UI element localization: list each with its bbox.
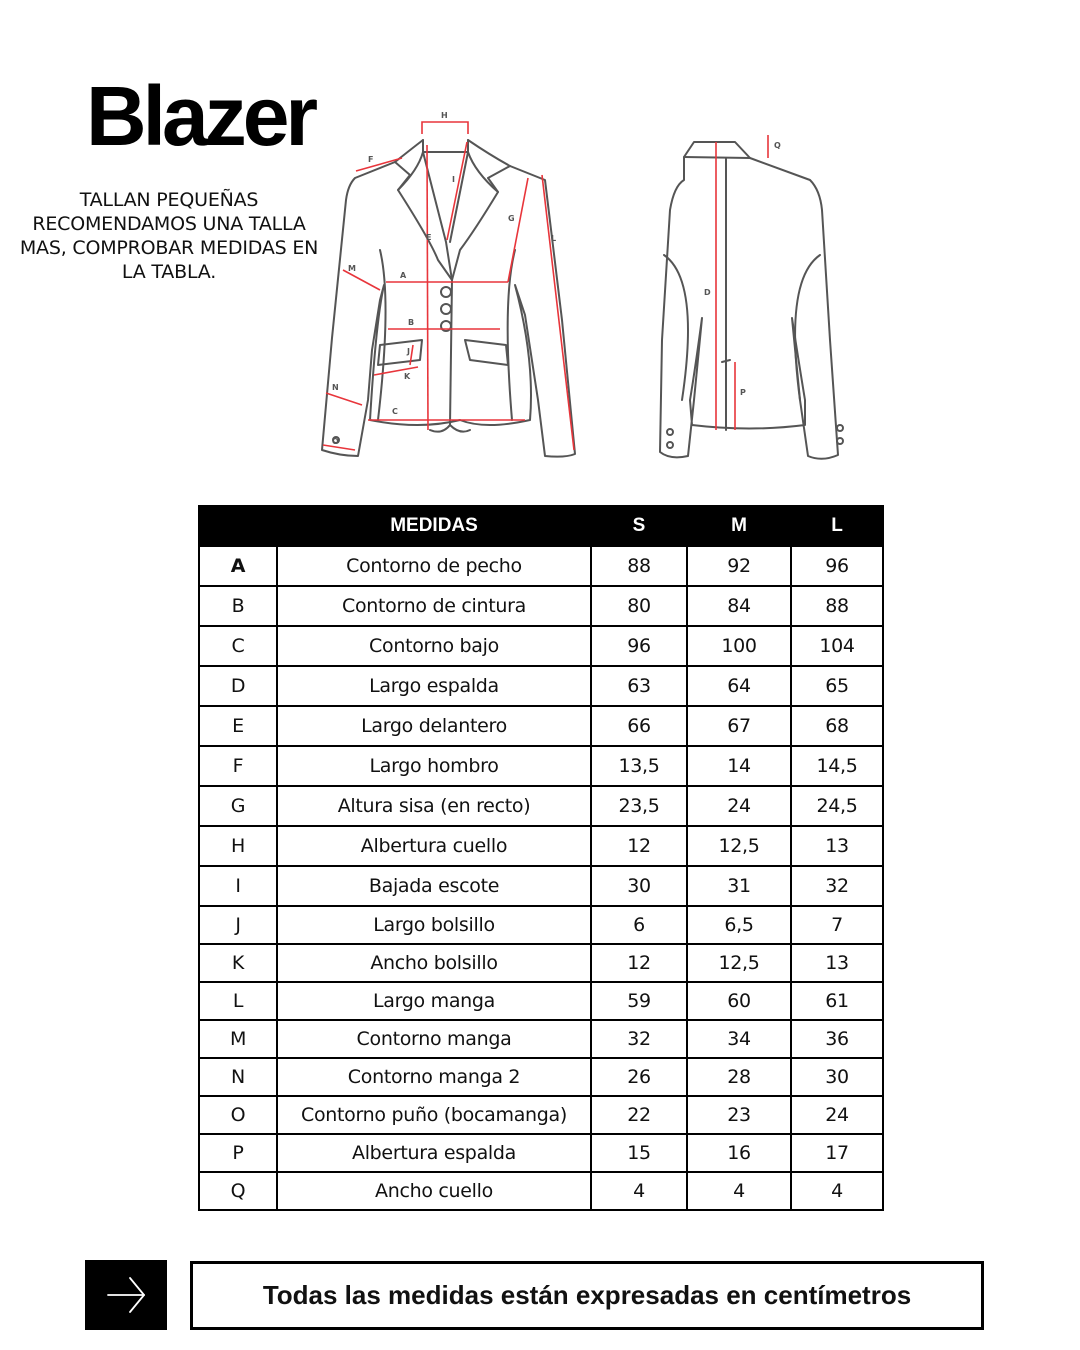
table-row [199, 546, 883, 586]
row-size-s: 80 [591, 586, 687, 626]
row-size-l: 24 [791, 1096, 883, 1134]
header-size-m: M [687, 506, 791, 546]
row-size-s: 4 [591, 1172, 687, 1210]
table-row [199, 1058, 883, 1096]
row-size-l: 68 [791, 706, 883, 746]
row-size-m: 67 [687, 706, 791, 746]
table-row [199, 906, 883, 944]
row-code: F [199, 746, 277, 786]
row-measure: Largo delantero [277, 706, 591, 746]
row-size-s: 30 [591, 866, 687, 906]
row-size-l: 88 [791, 586, 883, 626]
row-size-s: 6 [591, 906, 687, 944]
row-size-m: 100 [687, 626, 791, 666]
row-size-m: 84 [687, 586, 791, 626]
row-size-m: 6,5 [687, 906, 791, 944]
table-row [199, 746, 883, 786]
row-code: D [199, 666, 277, 706]
svg-text:D: D [704, 288, 711, 297]
front-view [322, 140, 575, 457]
row-size-l: 61 [791, 982, 883, 1020]
svg-text:A: A [400, 271, 407, 280]
row-size-s: 13,5 [591, 746, 687, 786]
table-row [199, 706, 883, 746]
row-code: O [199, 1096, 277, 1134]
row-measure: Altura sisa (en recto) [277, 786, 591, 826]
svg-text:G: G [508, 214, 515, 223]
svg-text:P: P [740, 388, 746, 397]
row-size-m: 16 [687, 1134, 791, 1172]
table-row [199, 826, 883, 866]
row-measure: Largo bolsillo [277, 906, 591, 944]
row-size-l: 13 [791, 944, 883, 982]
svg-text:C: C [392, 407, 398, 416]
svg-text:E: E [426, 233, 432, 242]
row-size-l: 4 [791, 1172, 883, 1210]
row-size-s: 66 [591, 706, 687, 746]
row-measure: Contorno manga 2 [277, 1058, 591, 1096]
row-size-s: 59 [591, 982, 687, 1020]
row-measure: Largo manga [277, 982, 591, 1020]
table-row [199, 1172, 883, 1210]
table-header-row [199, 506, 883, 546]
table-row [199, 944, 883, 982]
svg-text:J: J [407, 347, 410, 356]
row-size-m: 92 [687, 546, 791, 586]
row-size-m: 23 [687, 1096, 791, 1134]
row-size-s: 22 [591, 1096, 687, 1134]
row-measure: Largo espalda [277, 666, 591, 706]
row-measure: Contorno manga [277, 1020, 591, 1058]
row-size-l: 96 [791, 546, 883, 586]
svg-text:K: K [404, 372, 411, 381]
row-size-l: 65 [791, 666, 883, 706]
row-size-l: 104 [791, 626, 883, 666]
row-size-s: 88 [591, 546, 687, 586]
row-size-m: 14 [687, 746, 791, 786]
table-row [199, 1134, 883, 1172]
back-view [660, 142, 843, 459]
row-measure: Contorno puño (bocamanga) [277, 1096, 591, 1134]
row-code: L [199, 982, 277, 1020]
table-row [199, 586, 883, 626]
row-size-l: 36 [791, 1020, 883, 1058]
table-row [199, 866, 883, 906]
svg-text:I: I [452, 175, 455, 184]
row-size-l: 14,5 [791, 746, 883, 786]
row-size-l: 7 [791, 906, 883, 944]
arrow-button [85, 1260, 167, 1330]
row-code: G [199, 786, 277, 826]
row-code: J [199, 906, 277, 944]
fit-note: TALLAN PEQUEÑAS RECOMENDAMOS UNA TALLA MAS, COMPROBAR MEDIDAS EN LA TABLA. [19, 189, 319, 283]
row-code: A [199, 546, 277, 586]
row-measure: Bajada escote [277, 866, 591, 906]
row-size-s: 12 [591, 944, 687, 982]
header-size-l: L [791, 506, 883, 546]
row-size-s: 96 [591, 626, 687, 666]
row-size-l: 17 [791, 1134, 883, 1172]
row-size-m: 12,5 [687, 944, 791, 982]
row-size-s: 15 [591, 1134, 687, 1172]
table-row [199, 982, 883, 1020]
units-note: Todas las medidas están expresadas en centímetros [190, 1261, 984, 1330]
row-size-s: 26 [591, 1058, 687, 1096]
row-measure: Albertura espalda [277, 1134, 591, 1172]
table-row [199, 1096, 883, 1134]
row-code: M [199, 1020, 277, 1058]
svg-text:B: B [408, 318, 415, 327]
table-row [199, 626, 883, 666]
row-measure: Largo hombro [277, 746, 591, 786]
row-measure: Albertura cuello [277, 826, 591, 866]
row-size-m: 12,5 [687, 826, 791, 866]
table-row [199, 786, 883, 826]
row-size-m: 31 [687, 866, 791, 906]
row-size-m: 60 [687, 982, 791, 1020]
blazer-diagram [310, 100, 870, 470]
row-size-s: 32 [591, 1020, 687, 1058]
row-code: P [199, 1134, 277, 1172]
row-code: C [199, 626, 277, 666]
table-row [199, 666, 883, 706]
svg-text:Q: Q [774, 141, 781, 150]
svg-text:L: L [551, 234, 557, 243]
row-code: K [199, 944, 277, 982]
row-code: I [199, 866, 277, 906]
row-code: B [199, 586, 277, 626]
svg-text:M: M [348, 264, 356, 273]
size-table [198, 505, 884, 1211]
header-size-s: S [591, 506, 687, 546]
row-size-l: 32 [791, 866, 883, 906]
row-size-l: 13 [791, 826, 883, 866]
row-code: H [199, 826, 277, 866]
header-code [199, 506, 277, 546]
svg-text:H: H [441, 111, 448, 120]
table-row [199, 1020, 883, 1058]
row-size-s: 23,5 [591, 786, 687, 826]
svg-text:N: N [332, 383, 339, 392]
row-size-s: 12 [591, 826, 687, 866]
arrow-right-icon [105, 1275, 147, 1315]
row-size-m: 64 [687, 666, 791, 706]
page-title: Blazer [86, 69, 315, 163]
row-size-l: 24,5 [791, 786, 883, 826]
svg-text:O: O [332, 437, 339, 446]
row-measure: Ancho cuello [277, 1172, 591, 1210]
row-size-m: 34 [687, 1020, 791, 1058]
row-measure: Contorno de pecho [277, 546, 591, 586]
row-size-s: 63 [591, 666, 687, 706]
row-size-m: 24 [687, 786, 791, 826]
row-code: N [199, 1058, 277, 1096]
row-measure: Contorno bajo [277, 626, 591, 666]
row-size-l: 30 [791, 1058, 883, 1096]
row-measure: Ancho bolsillo [277, 944, 591, 982]
svg-text:F: F [368, 155, 374, 164]
row-measure: Contorno de cintura [277, 586, 591, 626]
row-size-m: 4 [687, 1172, 791, 1210]
header-medidas: MEDIDAS [277, 506, 591, 546]
row-code: Q [199, 1172, 277, 1210]
row-size-m: 28 [687, 1058, 791, 1096]
row-code: E [199, 706, 277, 746]
